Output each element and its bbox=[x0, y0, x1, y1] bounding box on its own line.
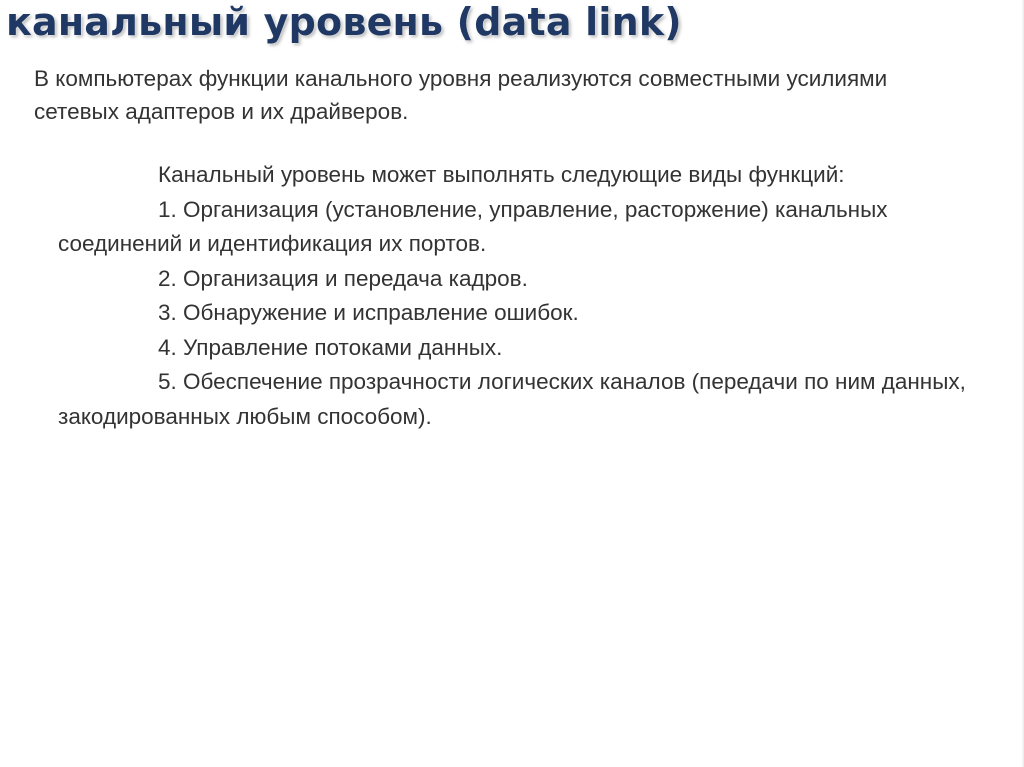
functions-lead: Канальный уровень может выполнять следующие виды функций: bbox=[158, 162, 845, 187]
intro-paragraph: В компьютерах функции канального уровня реализуются совместными усилиями сетевых адаптеров и их драйверов. bbox=[34, 66, 888, 124]
functions-block bbox=[58, 158, 978, 434]
slide-title: канальный уровень (data link) bbox=[6, 0, 682, 44]
function-item-5: 5. Обеспечение прозрачности логических каналов (передачи по ним данных, закодированных любым способом). bbox=[58, 369, 966, 429]
function-item-4: 4. Управление потоками данных. bbox=[158, 334, 503, 360]
function-item-3: 3. Обнаружение и исправление ошибок. bbox=[158, 300, 579, 325]
function-item-1: 1. Организация (установление, управление, расторжение) канальных соединений и идентификация их портов. bbox=[58, 196, 888, 256]
function-item-2: 2. Организация и передача кадров. bbox=[158, 265, 528, 291]
